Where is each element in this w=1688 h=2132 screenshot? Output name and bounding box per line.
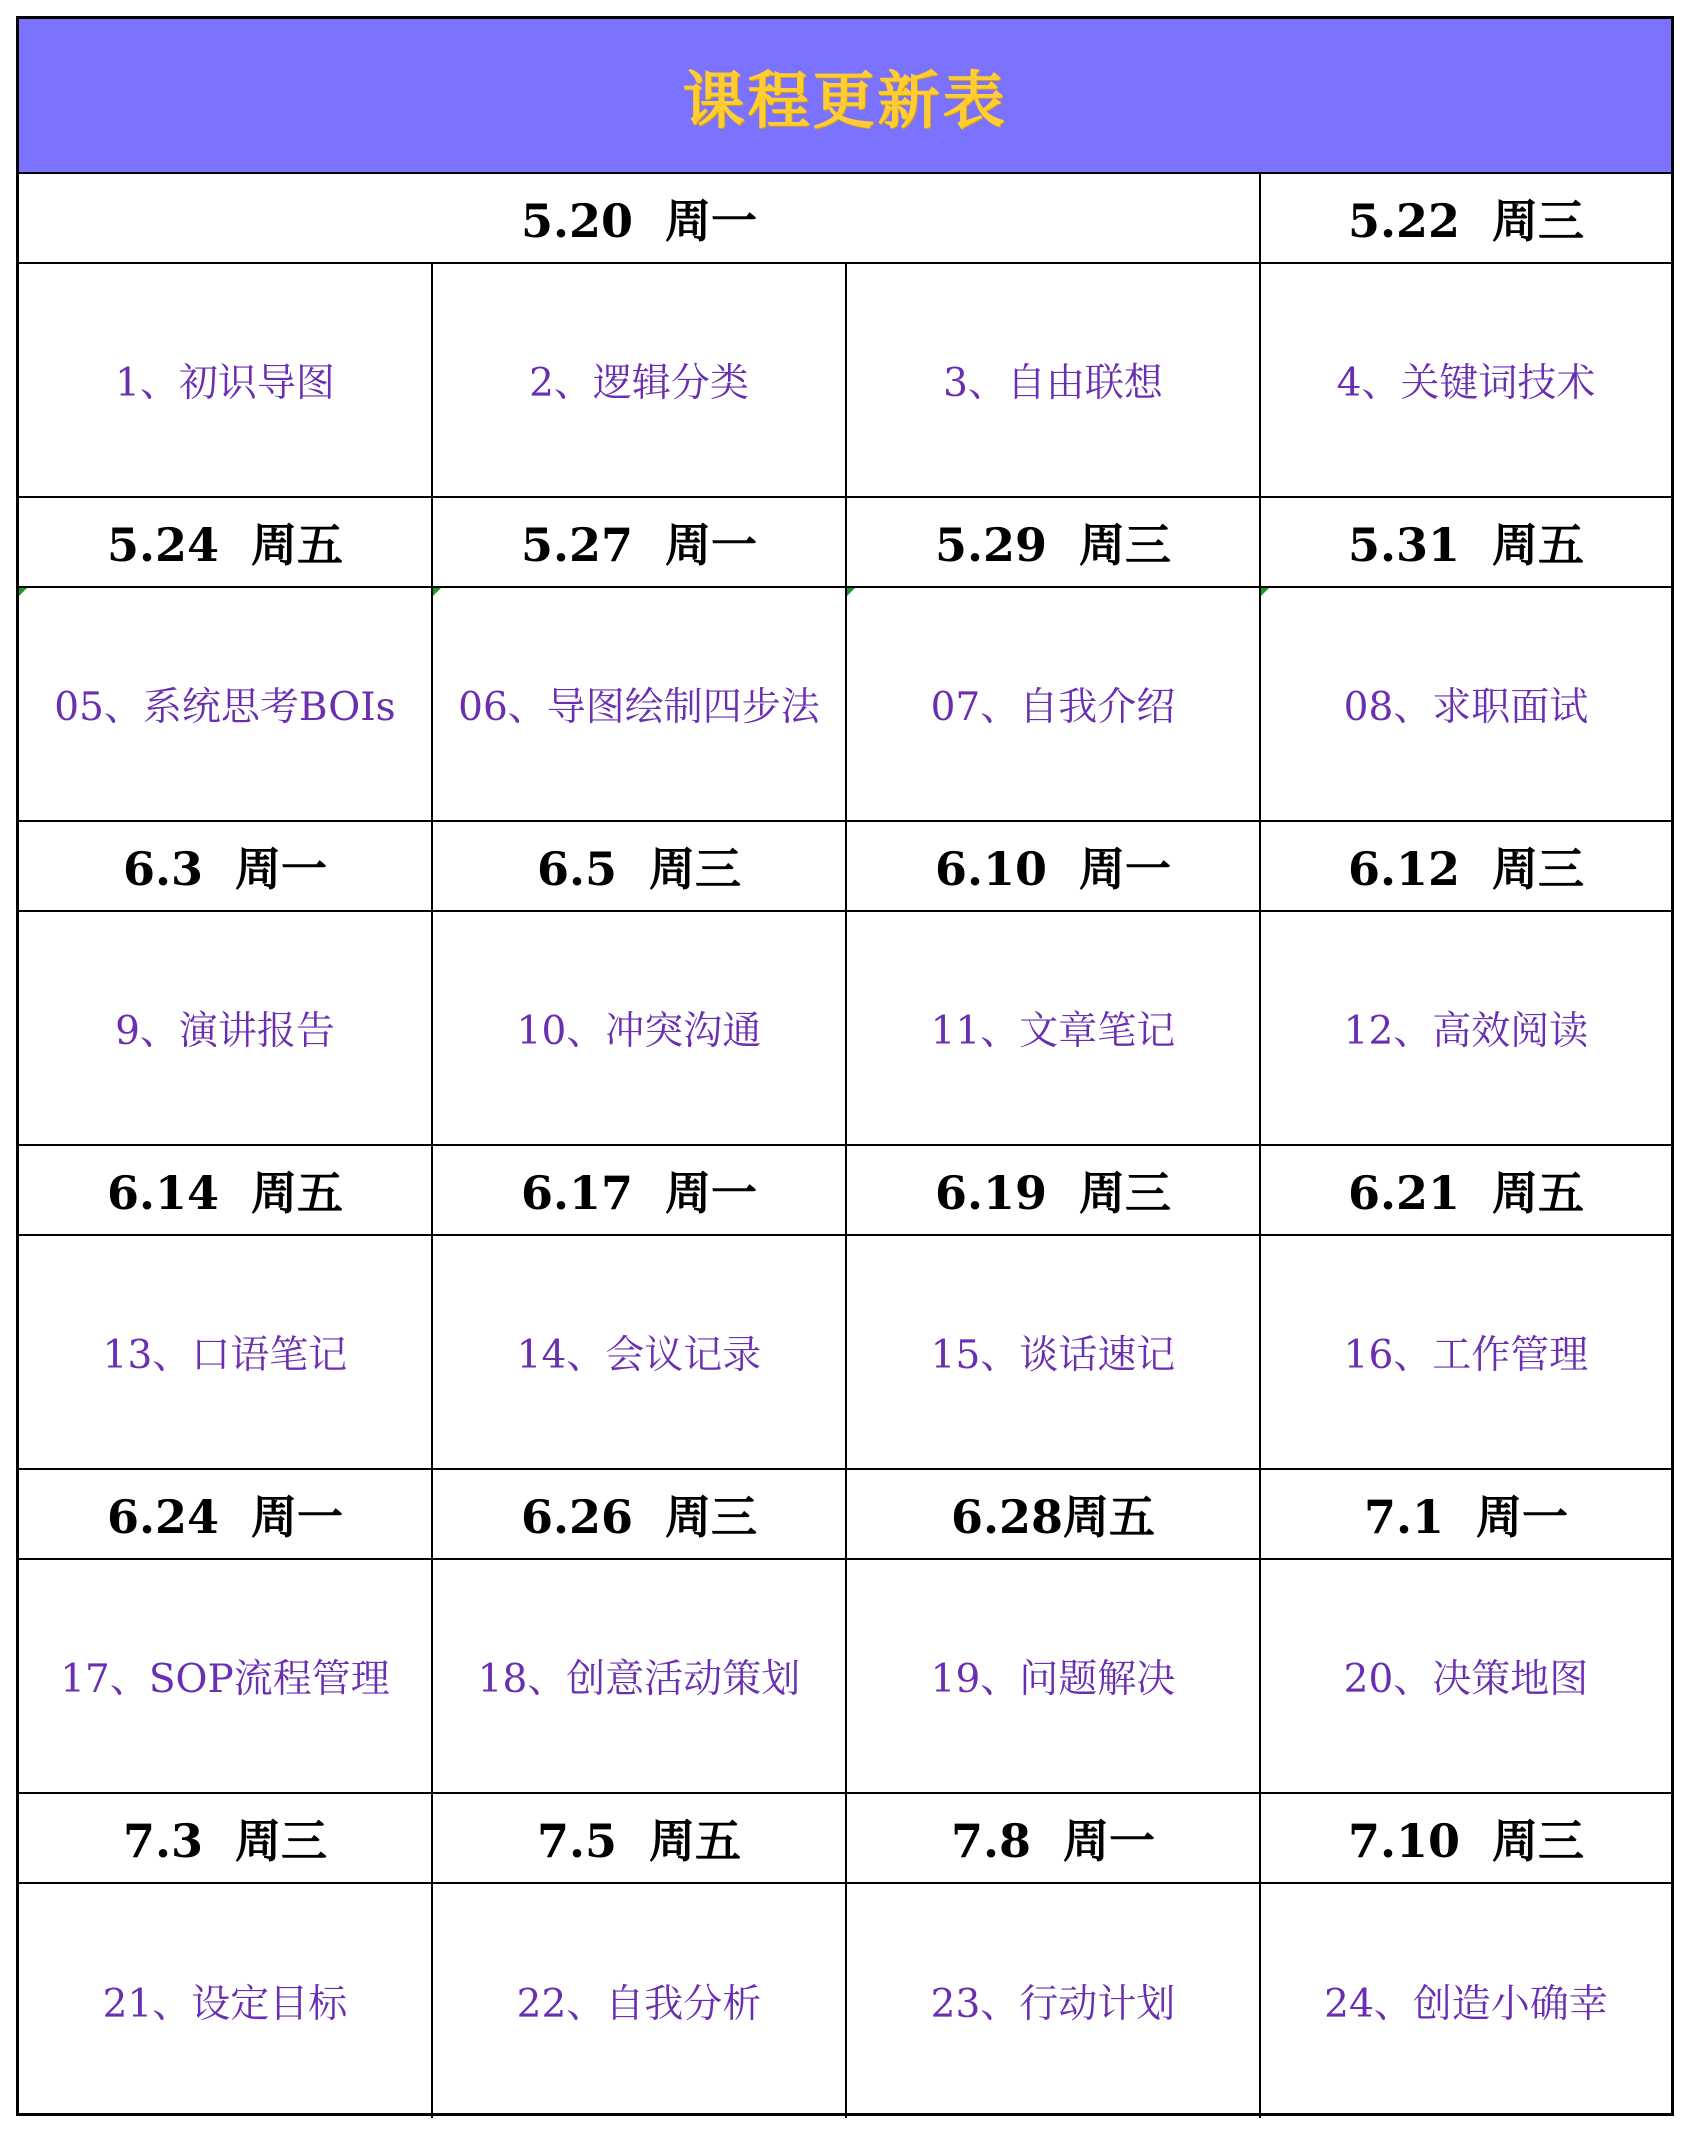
- course-cell: [1261, 588, 1671, 822]
- course-title: 05、系统思考BOIs: [54, 685, 396, 730]
- course-cell: [19, 588, 433, 822]
- cell-marker-icon: [19, 588, 27, 596]
- course-title: 1、初识导图: [115, 361, 335, 406]
- date-header-cell: 5.22 周三: [1261, 174, 1671, 264]
- course-title: 08、求职面试: [1343, 685, 1589, 730]
- course-title: 18、创意活动策划: [477, 1657, 801, 1702]
- course-title: 22、自我分析: [516, 1982, 762, 2027]
- course-cell: [433, 1236, 847, 1470]
- date-header-cell: 7.1 周一: [1261, 1470, 1671, 1560]
- course-cell: [847, 1884, 1261, 2118]
- course-title: 9、演讲报告: [115, 1009, 335, 1054]
- date-header-cell: 5.31 周五: [1261, 498, 1671, 588]
- course-title: 4、关键词技术: [1336, 361, 1596, 406]
- course-cell: [433, 1884, 847, 2118]
- cell-marker-icon: [1261, 588, 1269, 596]
- date-header-cell: 5.24 周五: [19, 498, 433, 588]
- cell-marker-icon: [847, 588, 855, 596]
- course-title: 21、设定目标: [102, 1982, 348, 2027]
- date-header-cell: 6.3 周一: [19, 822, 433, 912]
- course-cell: [847, 264, 1261, 498]
- course-title: 07、自我介绍: [930, 685, 1176, 730]
- title-bar: [19, 19, 1671, 174]
- course-title: 16、工作管理: [1343, 1333, 1589, 1378]
- date-header-cell: 6.10 周一: [847, 822, 1261, 912]
- date-header-cell: 6.26 周三: [433, 1470, 847, 1560]
- date-header-cell: 6.12 周三: [1261, 822, 1671, 912]
- date-header-cell: 5.20 周一: [19, 174, 1261, 264]
- date-header-cell: 6.24 周一: [19, 1470, 433, 1560]
- date-header-cell: 5.27 周一: [433, 498, 847, 588]
- course-cell: [19, 1236, 433, 1470]
- course-title: 17、SOP流程管理: [60, 1657, 390, 1702]
- course-title: 15、谈话速记: [930, 1333, 1176, 1378]
- course-cell: [433, 264, 847, 498]
- course-cell: [1261, 912, 1671, 1146]
- course-cell: [19, 912, 433, 1146]
- date-header-cell: 6.5 周三: [433, 822, 847, 912]
- course-cell: [19, 1884, 433, 2118]
- course-cell: [19, 1560, 433, 1794]
- date-header-cell: 7.3 周三: [19, 1794, 433, 1884]
- course-title: 3、自由联想: [943, 361, 1163, 406]
- course-title: 23、行动计划: [930, 1982, 1176, 2027]
- table-title: 课程更新表: [682, 64, 1008, 137]
- date-header-cell: 6.28周五: [847, 1470, 1261, 1560]
- course-cell: [433, 1560, 847, 1794]
- date-header-cell: 7.8 周一: [847, 1794, 1261, 1884]
- course-cell: [847, 588, 1261, 822]
- course-cell: [847, 1236, 1261, 1470]
- course-cell: [1261, 264, 1671, 498]
- date-header-cell: 6.14 周五: [19, 1146, 433, 1236]
- course-title: 11、文章笔记: [930, 1009, 1176, 1054]
- course-title: 14、会议记录: [516, 1333, 762, 1378]
- course-cell: [847, 1560, 1261, 1794]
- course-title: 12、高效阅读: [1343, 1009, 1589, 1054]
- date-header-cell: 7.5 周五: [433, 1794, 847, 1884]
- course-title: 06、导图绘制四步法: [458, 685, 820, 730]
- course-schedule-table: [16, 16, 1674, 2116]
- course-cell: [1261, 1236, 1671, 1470]
- date-header-cell: 6.17 周一: [433, 1146, 847, 1236]
- course-cell: [433, 912, 847, 1146]
- course-cell: [847, 912, 1261, 1146]
- date-header-cell: 6.21 周五: [1261, 1146, 1671, 1236]
- course-cell: [1261, 1884, 1671, 2118]
- course-title: 10、冲突沟通: [516, 1009, 762, 1054]
- cell-marker-icon: [433, 588, 441, 596]
- date-header-cell: 7.10 周三: [1261, 1794, 1671, 1884]
- course-title: 19、问题解决: [930, 1657, 1176, 1702]
- course-title: 20、决策地图: [1343, 1657, 1589, 1702]
- course-cell: [433, 588, 847, 822]
- course-cell: [1261, 1560, 1671, 1794]
- course-title: 2、逻辑分类: [529, 361, 749, 406]
- course-cell: [19, 264, 433, 498]
- course-title: 24、创造小确幸: [1324, 1982, 1608, 2027]
- course-title: 13、口语笔记: [102, 1333, 348, 1378]
- date-header-cell: 6.19 周三: [847, 1146, 1261, 1236]
- date-header-cell: 5.29 周三: [847, 498, 1261, 588]
